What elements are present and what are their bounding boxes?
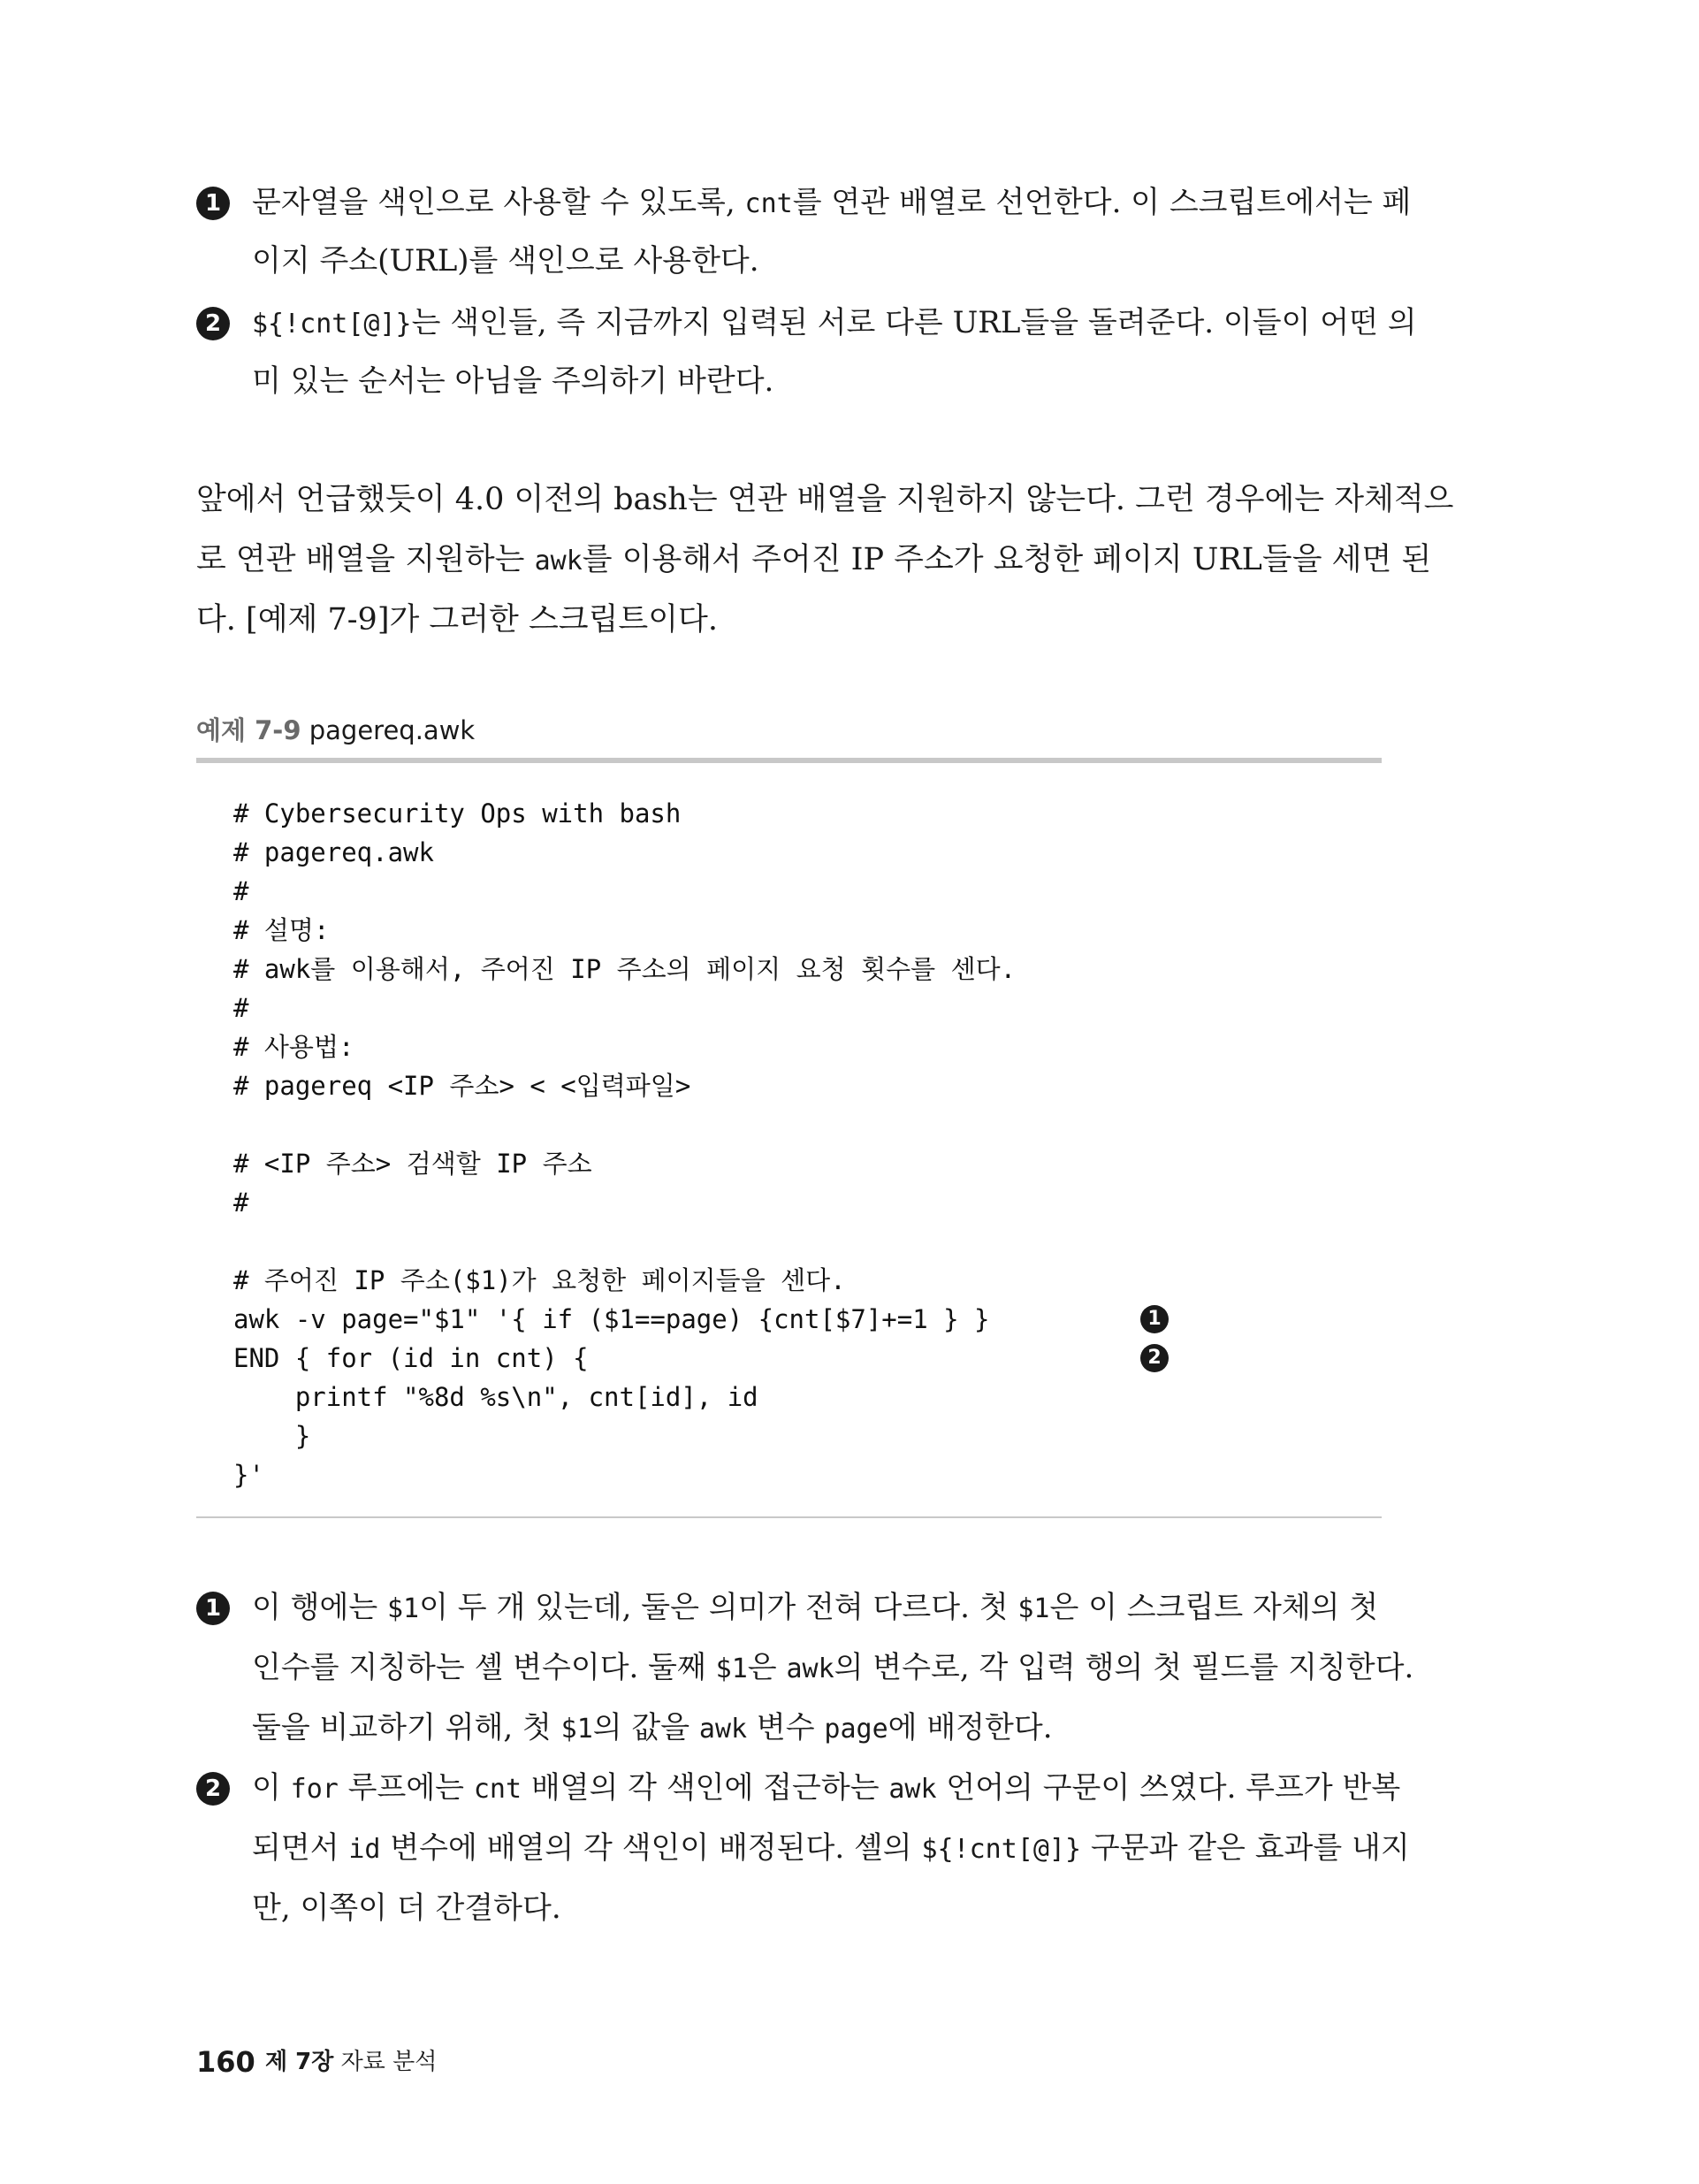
note-line: ${!cnt[@]}는 색인들, 즉 지금까지 입력된 서로 다른 URL들을 돌려준다. 이들이 어떤 의 — [252, 305, 1417, 340]
chapter-title: 자료 분석 — [340, 2049, 438, 2075]
paragraph-line: 다. [예제 7-9]가 그러한 스크립트이다. — [196, 602, 718, 638]
note-line: 만, 이쪽이 더 간결하다. — [252, 1890, 561, 1926]
note-line: 이지 주소(URL)를 색인으로 사용한다. — [252, 243, 759, 279]
note-line: 미 있는 순서는 아님을 주의하기 바란다. — [252, 363, 774, 399]
chapter-heading — [265, 2043, 437, 2081]
inline-code: $1 — [1017, 1593, 1050, 1624]
code-line: # 주어진 IP 주소($1)가 요청한 페이지들을 센다. — [233, 1265, 846, 1295]
code-line: # — [233, 993, 249, 1023]
code-line: # 사용법: — [233, 1032, 354, 1062]
inline-code: awk — [786, 1653, 834, 1684]
note-line: 되면서 id 변수에 배열의 각 색인이 배정된다. 셸의 ${!cnt[@]} 구문과 같은 효과를 내지 — [252, 1830, 1410, 1866]
code-line: }' — [233, 1460, 264, 1490]
inline-code: $1 — [560, 1714, 593, 1745]
example-filename: pagereq.awk — [309, 715, 476, 745]
inline-code: $1 — [387, 1593, 420, 1624]
example-label: 예제 7-9 — [196, 715, 301, 745]
note-line: 둘을 비교하기 위해, 첫 $1의 값을 awk 변수 page에 배정한다. — [252, 1710, 1053, 1745]
code-line: printf "%8d %s\n", cnt[id], id — [233, 1382, 758, 1412]
code-top-rule — [196, 758, 1382, 763]
inline-code: cnt — [744, 188, 793, 219]
inline-code: for — [290, 1774, 339, 1805]
page-number: 160 — [196, 2045, 255, 2079]
code-line: # Cybersecurity Ops with bash — [233, 798, 682, 829]
note-line: 이 행에는 $1이 두 개 있는데, 둘은 의미가 전혀 다르다. 첫 $1은 이 스크립트 자체의 첫 — [252, 1590, 1379, 1625]
example-caption — [196, 713, 475, 748]
inline-code: id — [348, 1834, 381, 1865]
code-bottom-rule — [196, 1516, 1382, 1518]
paragraph-line: 앞에서 언급했듯이 4.0 이전의 bash는 연관 배열을 지원하지 않는다. 그런 경우에는 자체적으 — [196, 482, 1454, 517]
code-line: awk -v page="$1" '{ if ($1==page) {cnt[$7]+=1 } } — [233, 1304, 990, 1334]
inline-code: cnt — [473, 1774, 522, 1805]
inline-code: awk — [534, 546, 583, 577]
code-line: END { for (id in cnt) { — [233, 1343, 589, 1373]
callout-marker-2: 2 — [196, 1772, 230, 1806]
code-line: # pagereq <IP 주소> < <입력파일> — [233, 1071, 691, 1101]
code-line: # pagereq.awk — [233, 837, 434, 867]
callout-marker-2: 2 — [196, 307, 230, 340]
inline-code: page — [824, 1714, 888, 1745]
code-line: # 설명: — [233, 915, 330, 945]
inline-code: ${!cnt[@]} — [921, 1834, 1082, 1865]
inline-code: awk — [888, 1774, 937, 1805]
paragraph-line: 로 연관 배열을 지원하는 awk를 이용해서 주어진 IP 주소가 요청한 페이지 URL들을 세면 된 — [196, 542, 1432, 577]
code-callout-marker-2: 2 — [1140, 1344, 1169, 1372]
note-line: 이 for 루프에는 cnt 배열의 각 색인에 접근하는 awk 언어의 구문이 쓰였다. 루프가 반복 — [252, 1770, 1401, 1806]
code-line: # <IP 주소> 검색할 IP 주소 — [233, 1149, 592, 1179]
code-callout-marker-1: 1 — [1140, 1305, 1169, 1333]
code-line: } — [233, 1421, 311, 1451]
note-line: 문자열을 색인으로 사용할 수 있도록, cnt를 연관 배열로 선언한다. 이 스크립트에서는 페 — [252, 185, 1412, 220]
callout-marker-1: 1 — [196, 1592, 230, 1625]
inline-code: ${!cnt[@]} — [252, 309, 412, 340]
code-line: # — [233, 1187, 249, 1218]
callout-marker-1: 1 — [196, 187, 230, 220]
note-line: 인수를 지칭하는 셸 변수이다. 둘째 $1은 awk의 변수로, 각 입력 행의 첫 필드를 지칭한다. — [252, 1650, 1414, 1685]
chapter-label: 제 7장 — [265, 2049, 334, 2075]
code-line: # awk를 이용해서, 주어진 IP 주소의 페이지 요청 횟수를 센다. — [233, 954, 1017, 984]
inline-code: $1 — [715, 1653, 748, 1684]
inline-code: awk — [698, 1714, 748, 1745]
code-line: # — [233, 876, 249, 906]
